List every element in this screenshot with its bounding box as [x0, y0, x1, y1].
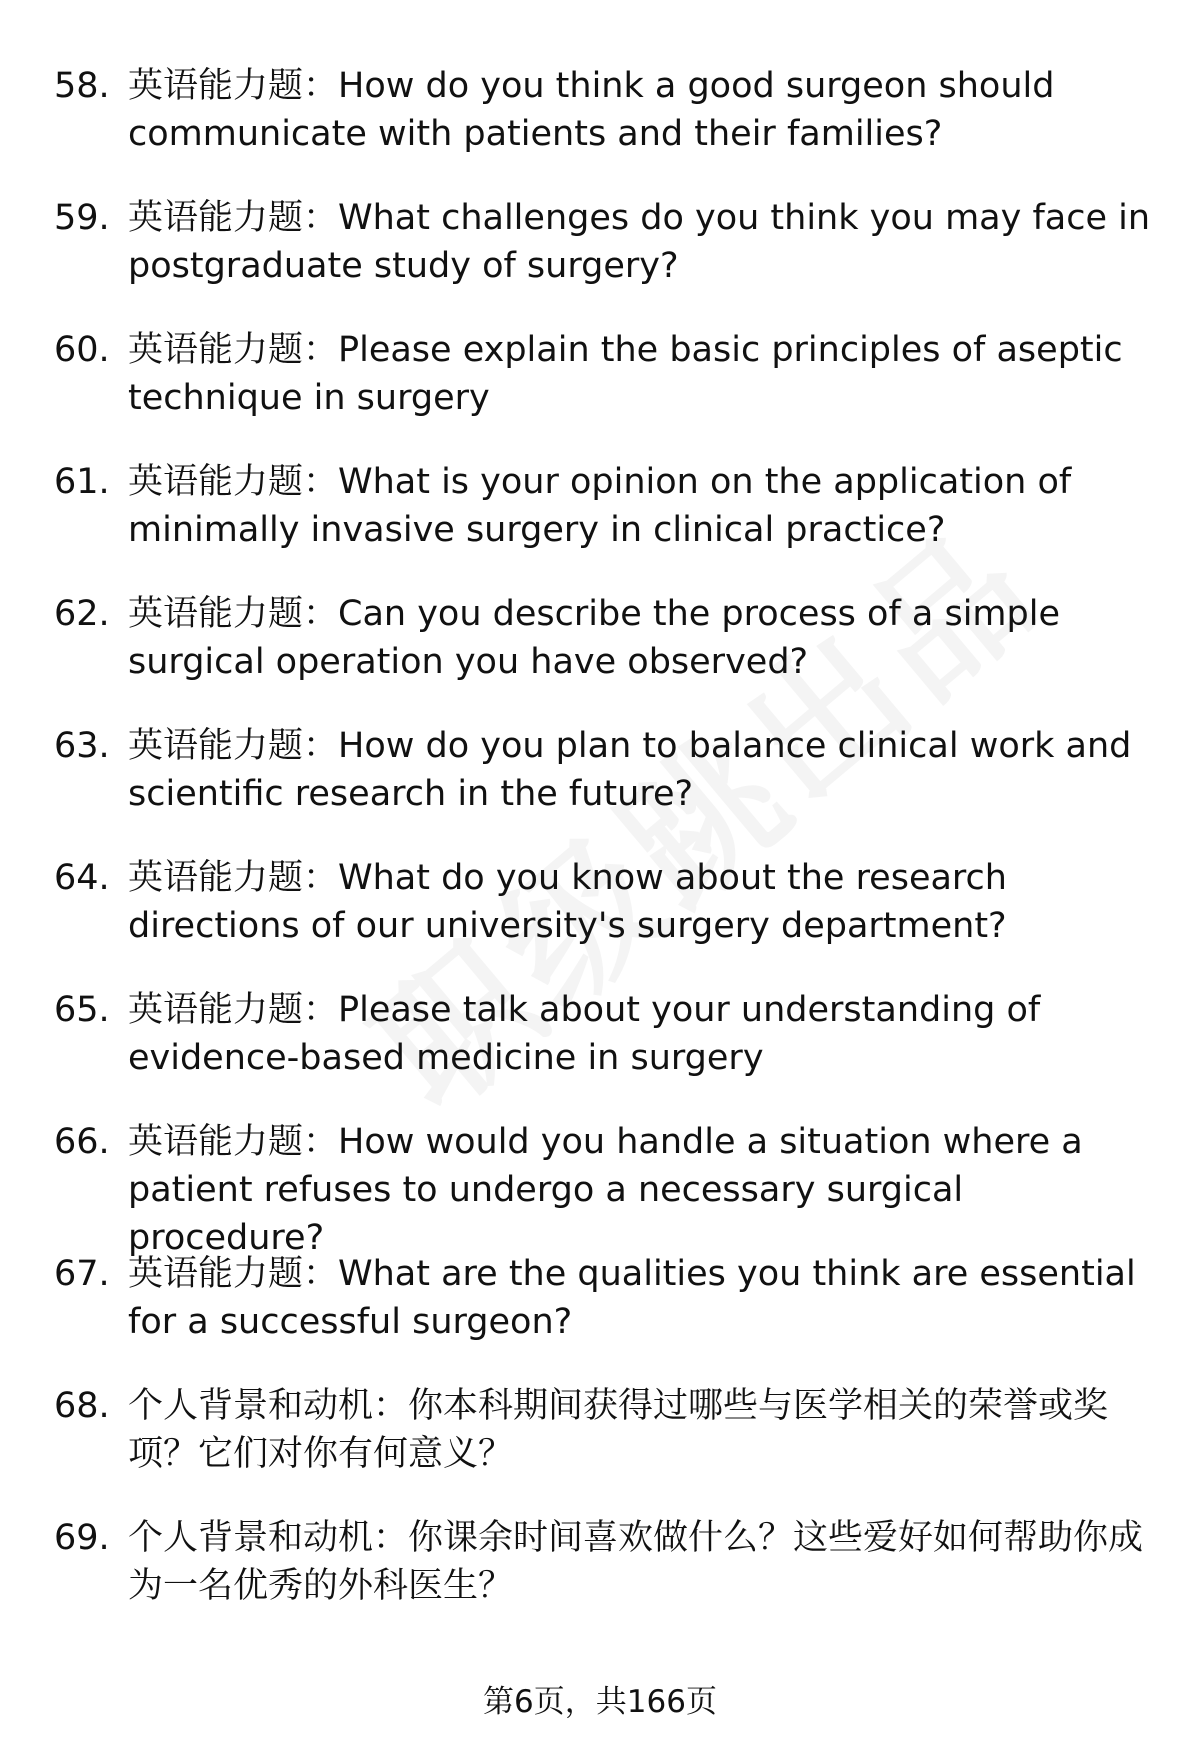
question-text: 英语能力题：Please explain the basic principles of aseptic technique in surgery — [128, 330, 1123, 418]
question-text: 英语能力题：How do you think a good surgeon should communicate with patients and their families? — [128, 66, 1055, 154]
question-number: 59. — [54, 198, 110, 238]
question-number: 68. — [54, 1386, 110, 1426]
question-number: 63. — [54, 726, 110, 766]
question-number: 65. — [54, 990, 110, 1030]
question-item — [0, 1514, 1200, 1646]
question-text: 个人背景和动机：你课余时间喜欢做什么？这些爱好如何帮助你成为一名优秀的外科医生？ — [128, 1518, 1144, 1606]
question-number: 61. — [54, 462, 110, 502]
question-number: 58. — [54, 66, 110, 106]
question-text: 英语能力题：How would you handle a situation where a patient refuses to undergo a necessary surgical procedure? — [128, 1122, 1083, 1258]
question-item — [0, 1118, 1200, 1258]
question-text: 英语能力题：Can you describe the process of a simple surgical operation you have observed? — [128, 594, 1060, 682]
question-item — [0, 854, 1200, 986]
question-item — [0, 1382, 1200, 1514]
question-text: 英语能力题：What challenges do you think you may face in postgraduate study of surgery? — [128, 198, 1151, 286]
question-number: 66. — [54, 1122, 110, 1162]
question-item — [0, 62, 1200, 194]
question-item — [0, 458, 1200, 590]
question-text: 个人背景和动机：你本科期间获得过哪些与医学相关的荣誉或奖项？它们对你有何意义？ — [128, 1386, 1109, 1474]
question-item — [0, 194, 1200, 326]
question-text: 英语能力题：What are the qualities you think are essential for a successful surgeon? — [128, 1254, 1136, 1342]
question-number: 64. — [54, 858, 110, 898]
question-item — [0, 1250, 1200, 1382]
question-list — [0, 62, 1200, 1646]
question-number: 67. — [54, 1254, 110, 1294]
question-item — [0, 326, 1200, 458]
question-text: 英语能力题：Please talk about your understanding of evidence-based medicine in surgery — [128, 990, 1041, 1078]
question-number: 69. — [54, 1518, 110, 1558]
question-item — [0, 722, 1200, 854]
page-indicator: 第6页，共166页 — [483, 1684, 717, 1720]
question-item — [0, 590, 1200, 722]
question-item — [0, 986, 1200, 1118]
question-number: 60. — [54, 330, 110, 370]
question-text: 英语能力题：What do you know about the research directions of our university's surgery department? — [128, 858, 1007, 946]
question-number: 62. — [54, 594, 110, 634]
question-text: 英语能力题：What is your opinion on the application of minimally invasive surgery in clinical practice? — [128, 462, 1072, 550]
question-text: 英语能力题：How do you plan to balance clinical work and scientific research in the future? — [128, 726, 1132, 814]
